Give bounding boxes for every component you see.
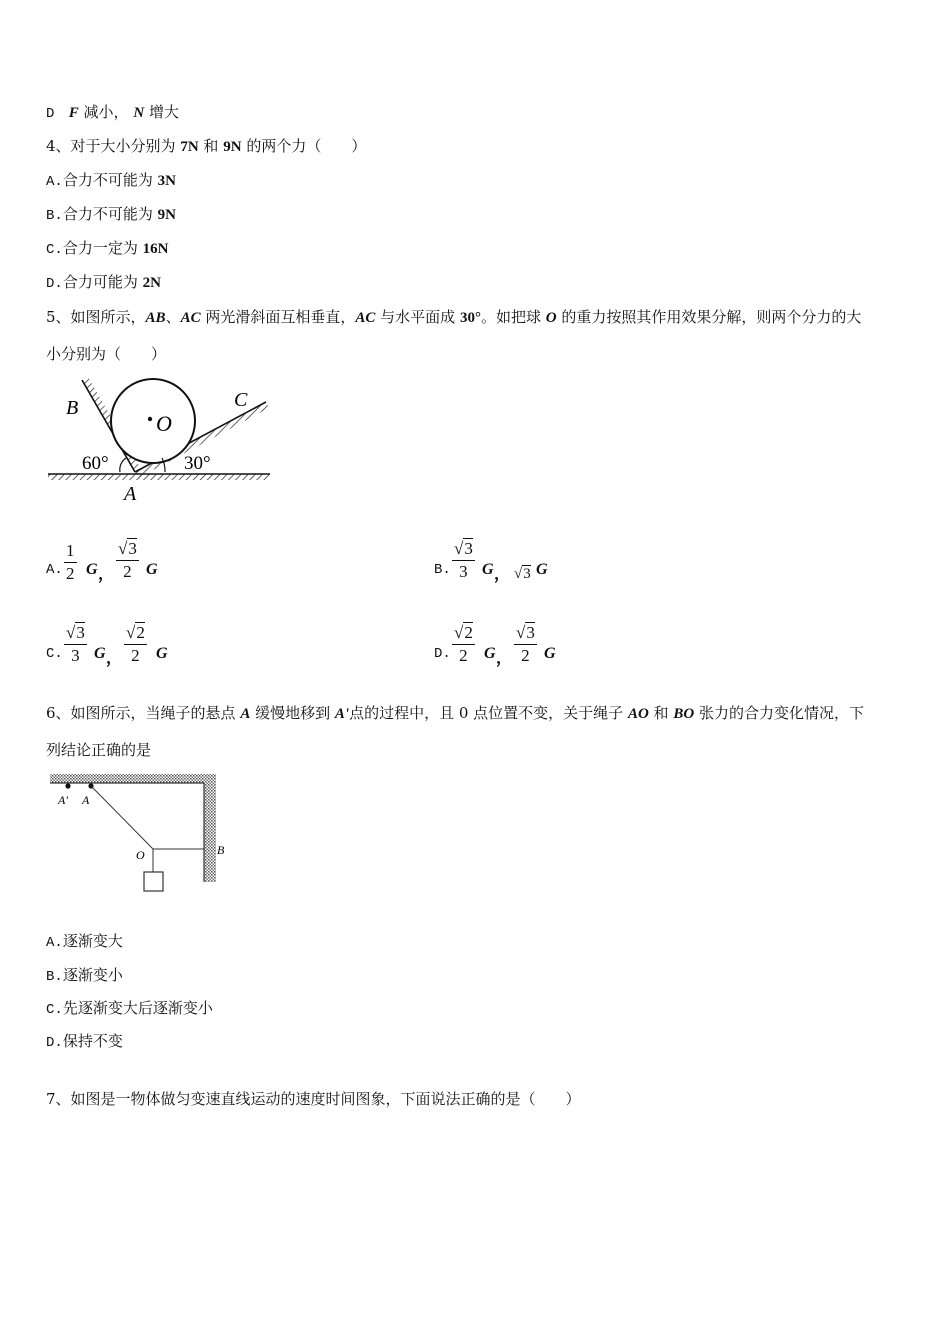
var-a-prime: A' <box>334 706 350 722</box>
stem-text: 两光滑斜面互相垂直， <box>200 308 356 326</box>
option-text: 合力不可能为 <box>62 205 158 223</box>
stem-text: 的重力按照其作用效果分解，则两个分力的大 <box>556 308 862 326</box>
var-ao: AO <box>627 706 649 722</box>
force-value: 9N <box>223 139 242 155</box>
fraction <box>452 622 475 667</box>
q6-option-b <box>46 965 123 987</box>
var-f: F <box>68 105 79 121</box>
var-g: G <box>146 561 158 578</box>
q6-stem-line1 <box>46 703 864 724</box>
var-g: G <box>536 561 548 578</box>
option-value: 2N <box>142 275 161 291</box>
numerator <box>514 622 537 645</box>
label-60deg: 60° <box>82 453 109 474</box>
option-label: D. <box>46 276 63 292</box>
radicand: 3 <box>464 539 473 558</box>
q4-option-c <box>46 238 168 260</box>
option-value: 9N <box>157 207 176 223</box>
option-label: B. <box>46 208 63 224</box>
numerator <box>452 538 475 561</box>
option-label: D <box>46 106 55 122</box>
numerator <box>64 622 87 645</box>
q4-option-d <box>46 272 161 294</box>
stem-text: 与水平面成 <box>375 308 460 326</box>
radicand: 2 <box>464 623 473 642</box>
option-text: 合力可能为 <box>62 273 143 291</box>
stem-text: 缓慢地移到 <box>250 704 335 722</box>
var-o: O <box>545 310 557 326</box>
stem-text: 和 <box>198 137 224 155</box>
option-text: 减小， <box>83 103 129 121</box>
stem-text: 的两个力（ ） <box>241 137 367 155</box>
var-g: G <box>86 561 98 578</box>
stem-text: 。如把球 <box>480 308 546 326</box>
q6-stem-line2: 列结论正确的是 <box>46 741 152 759</box>
numerator <box>124 622 147 645</box>
denominator: 2 <box>459 646 468 665</box>
q5-stem-line2: 小分别为（ ） <box>46 345 167 363</box>
q5-incline-figure <box>44 374 276 506</box>
option-label: D. <box>434 646 451 662</box>
fraction <box>452 538 475 583</box>
fraction <box>64 622 87 667</box>
var-a: A <box>240 706 251 722</box>
option-label: A. <box>46 935 63 951</box>
comma: ， <box>494 566 511 583</box>
option-label: C. <box>46 1002 63 1018</box>
radicand: 3 <box>76 623 85 642</box>
denominator: 2 <box>66 564 75 583</box>
fraction <box>514 622 537 667</box>
option-text: 合力一定为 <box>62 239 143 257</box>
var-n: N <box>133 105 145 121</box>
stem-text: 6、如图所示，当绳子的悬点 <box>46 704 241 722</box>
var-g: G <box>544 645 556 662</box>
label-a: A <box>124 483 137 505</box>
option-label: B. <box>434 562 451 578</box>
radicand: 3 <box>523 566 531 582</box>
denominator: 2 <box>521 646 530 665</box>
sqrt: √2 <box>126 623 145 642</box>
option-label: C. <box>46 646 63 662</box>
var-g: G <box>94 645 106 662</box>
label-30deg: 30° <box>184 453 211 474</box>
q4-stem <box>46 136 366 157</box>
var-ab: AB <box>145 310 166 326</box>
radicand: 3 <box>526 623 535 642</box>
label-a-prime: A' <box>58 793 68 807</box>
sqrt: √3 <box>514 566 531 582</box>
stem-text: 5、如图所示， <box>46 308 146 326</box>
q7-stem: 7、如图是一物体做匀变速直线运动的速度时间图象，下面说法正确的是（ ） <box>46 1090 581 1108</box>
var-ac: AC <box>180 310 201 326</box>
comma: ， <box>98 566 115 583</box>
sqrt: √3 <box>516 623 535 642</box>
sqrt: √3 <box>118 539 137 558</box>
label-o: O <box>156 411 172 436</box>
option-text: 先逐渐变大后逐渐变小 <box>62 999 213 1017</box>
option-label: A. <box>46 174 63 190</box>
radicand: 3 <box>128 539 137 558</box>
sqrt: √2 <box>454 623 473 642</box>
numerator <box>452 622 475 645</box>
q6-option-c <box>46 998 213 1020</box>
label-b: B <box>217 843 225 857</box>
option-label: D. <box>46 1035 63 1051</box>
option-text: 保持不变 <box>62 1032 123 1050</box>
stem-text: 点的过程中，且 0 点位置不变，关于绳子 <box>349 704 628 722</box>
stem-text: 张力的合力变化情况，下 <box>694 704 864 722</box>
stem-text: 和 <box>648 704 674 722</box>
q4-option-a <box>46 170 176 192</box>
q3-option-d <box>46 102 179 124</box>
stem-text: 、 <box>165 308 181 326</box>
option-text: 逐渐变大 <box>62 932 123 950</box>
force-value: 7N <box>180 139 199 155</box>
denominator: 3 <box>459 562 468 581</box>
option-value: 16N <box>142 241 169 257</box>
stem-text: 4、对于大小分别为 <box>46 137 181 155</box>
fraction <box>124 622 147 667</box>
label-b: B <box>66 397 79 419</box>
sqrt: √3 <box>454 539 473 558</box>
q4-option-b <box>46 204 176 226</box>
sqrt: √3 <box>66 623 85 642</box>
denominator: 3 <box>71 646 80 665</box>
denominator: 2 <box>123 562 132 581</box>
q6-option-a <box>46 931 123 953</box>
option-label: B. <box>46 969 63 985</box>
label-c: C <box>234 389 248 411</box>
var-bo: BO <box>673 706 695 722</box>
option-text: 逐渐变小 <box>62 966 123 984</box>
numerator: 1 <box>64 540 77 563</box>
option-text: 增大 <box>148 103 179 121</box>
var-g: G <box>482 561 494 578</box>
label-a: A <box>82 793 90 807</box>
comma: ， <box>496 650 513 667</box>
option-label: A. <box>46 562 63 578</box>
radicand: 2 <box>136 623 145 642</box>
q5-stem-line1 <box>46 307 861 328</box>
var-ac: AC <box>355 310 376 326</box>
fraction <box>116 538 139 583</box>
q6-option-d <box>46 1031 123 1053</box>
option-text: 合力不可能为 <box>62 171 158 189</box>
option-value: 3N <box>157 173 176 189</box>
numerator <box>116 538 139 561</box>
fraction <box>64 540 77 585</box>
var-g: G <box>156 645 168 662</box>
comma: ， <box>106 650 123 667</box>
var-g: G <box>484 645 496 662</box>
angle-value: 30° <box>459 310 481 326</box>
option-label: C. <box>46 242 63 258</box>
denominator: 2 <box>131 646 140 665</box>
q6-rope-figure <box>46 772 225 898</box>
label-o: O <box>136 848 145 862</box>
